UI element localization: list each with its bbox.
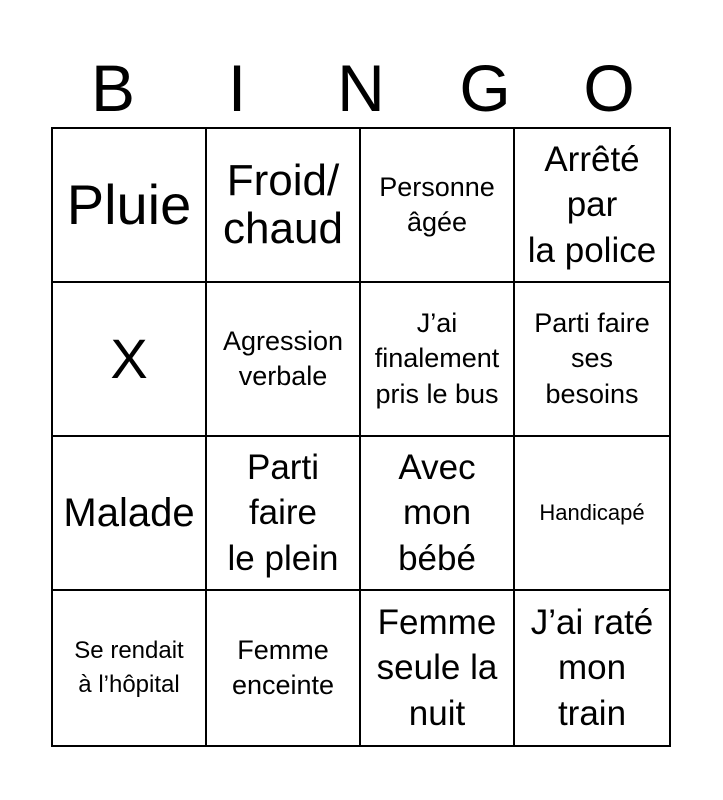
cell-text: Femme seule la nuit	[376, 602, 498, 733]
bingo-cell[interactable]	[207, 591, 361, 745]
cell-text: Parti faire ses besoins	[534, 308, 650, 409]
bingo-cell[interactable]	[361, 129, 515, 283]
cell-text: X	[110, 326, 148, 390]
cell-text: Malade	[63, 491, 195, 535]
bingo-grid	[51, 127, 671, 747]
bingo-cell[interactable]	[515, 129, 669, 283]
bingo-cell[interactable]	[361, 283, 515, 437]
cell-text: J’ai raté mon train	[530, 602, 654, 733]
bingo-cell[interactable]	[53, 437, 207, 591]
header-letter-b: B	[90, 51, 136, 125]
header-letter-o: O	[583, 51, 635, 125]
cell-text: J’ai finalement pris le bus	[374, 308, 500, 409]
cell-text: Personne âgée	[379, 171, 495, 237]
bingo-cell[interactable]	[53, 283, 207, 437]
cell-text: Femme enceinte	[231, 634, 335, 700]
cell-text: Pluie	[66, 172, 192, 236]
cell-text: Froid/ chaud	[223, 155, 343, 253]
cell-text: Avec mon bébé	[398, 447, 476, 578]
bingo-cell[interactable]	[361, 437, 515, 591]
header-letter-n: N	[337, 51, 385, 125]
bingo-cell[interactable]	[515, 283, 669, 437]
bingo-cell[interactable]	[207, 129, 361, 283]
header-letter-g: G	[459, 51, 511, 125]
cell-text: Arrêté par la police	[527, 139, 657, 270]
cell-text: Agression verbale	[222, 325, 344, 391]
bingo-cell[interactable]	[515, 437, 669, 591]
bingo-cell[interactable]	[207, 437, 361, 591]
bingo-cell[interactable]	[53, 591, 207, 745]
bingo-cell[interactable]	[53, 129, 207, 283]
bingo-cell[interactable]	[207, 283, 361, 437]
bingo-cell[interactable]	[515, 591, 669, 745]
cell-text: Se rendait à l’hôpital	[74, 637, 184, 698]
cell-text: Handicapé	[539, 499, 645, 525]
bingo-cell[interactable]	[361, 591, 515, 745]
header-letter-i: I	[227, 51, 247, 125]
bingo-header	[51, 48, 671, 128]
cell-text: Parti faire le plein	[227, 447, 339, 578]
